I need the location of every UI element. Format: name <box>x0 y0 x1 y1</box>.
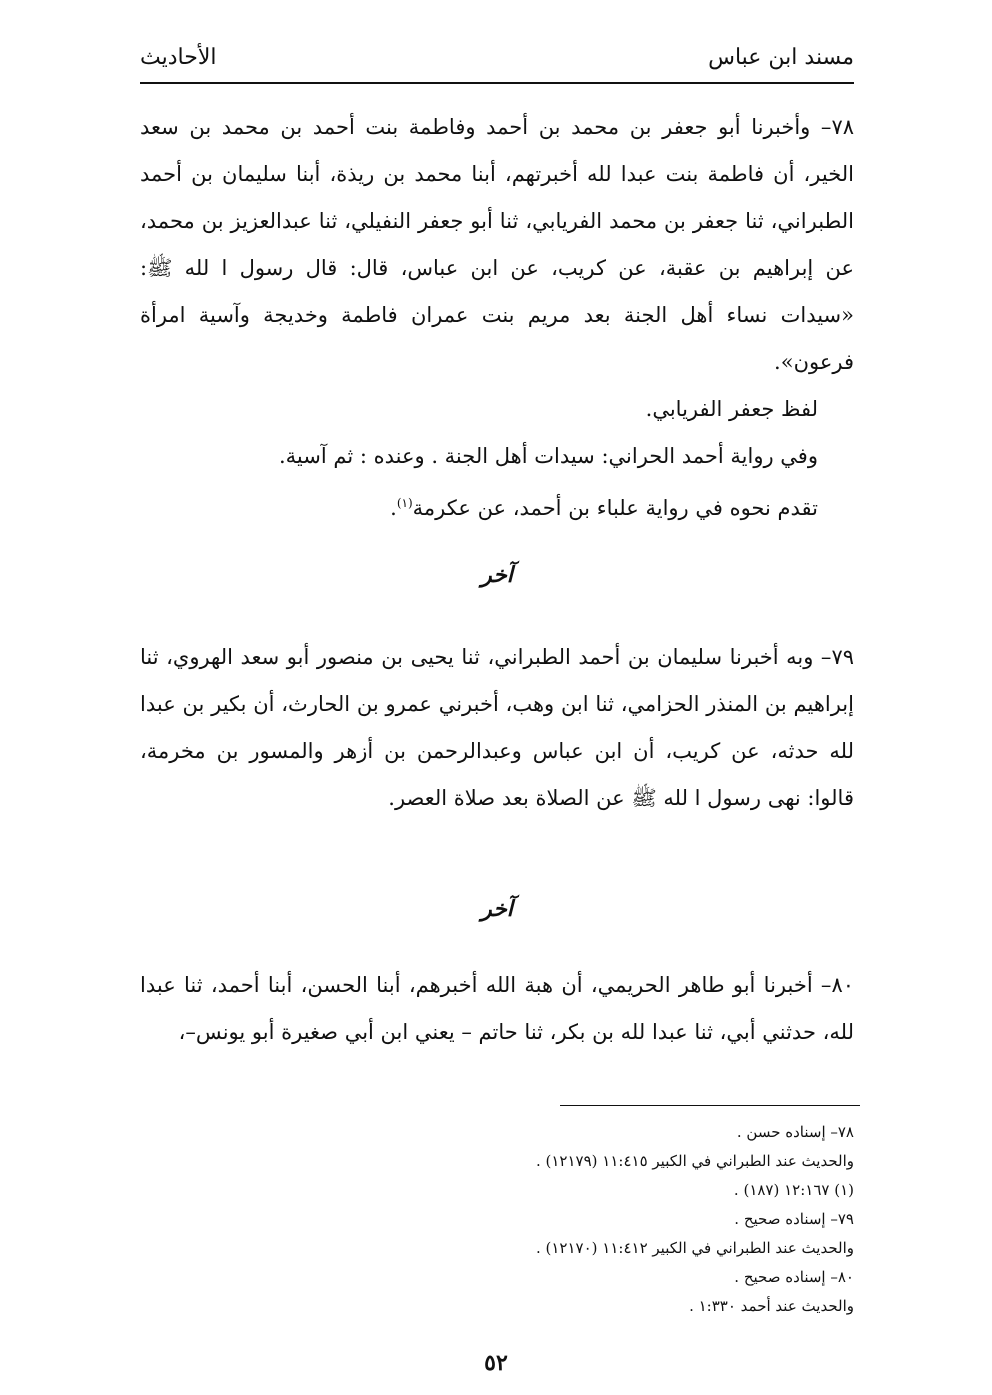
page-number: ٥٢ <box>484 1350 508 1376</box>
hadith-78-note-2: وفي رواية أحمد الحراني: سيدات أهل الجنة . وعنده : ثم آسية. <box>278 444 818 468</box>
hadith-79-text: ٧٩– وبه أخبرنا سليمان بن أحمد الطبراني، ثنا يحيى بن منصور أبو سعد الهروي، ثنا إبراهيم بن المنذر الحزامي، ثنا ابن وهب، أخبرني عمرو بن الحارث، أن بكير بن عبدا لله حدثه، عن كريب، أن ابن عباس وعبدالرحمن بن أزهر والمسور بن مخرمة، قالوا: نهى رسول ا لله ﷺ عن الصلاة بعد صلاة العصر. <box>140 645 854 810</box>
footnote-line: ٧٨– إسناده حسن . <box>736 1123 854 1141</box>
running-head-section-title: الأحاديث <box>140 44 217 70</box>
hadith-80-text: ٨٠– أخبرنا أبو طاهر الحريمي، أن هبة الله أخبرهم، أبنا الحسن، أبنا أحمد، ثنا عبدا لله، حدثني أبي، ثنا عبدا لله بن بكر، ثنا حاتم – يعني ابن أبي صغيرة أبو يونس–، <box>140 973 854 1044</box>
footnote-line: والحديث عند الطبراني في الكبير ١١:٤١٢ (١٢١٧٠) . <box>535 1239 854 1257</box>
hadith-79 <box>140 634 854 822</box>
hadith-78-note-3-end: . <box>390 496 397 520</box>
hadith-80 <box>140 962 854 1056</box>
footnote-line: ٨٠– إسناده صحيح . <box>734 1268 854 1286</box>
hadith-78-note-3 <box>140 480 854 532</box>
footnote-line: (١) ١٢:١٦٧ (١٨٧) . <box>733 1181 854 1199</box>
footnote-line: والحديث عند أحمد ١:٣٣٠ . <box>689 1297 854 1315</box>
header-rule <box>140 82 854 84</box>
footnotes <box>300 1118 854 1321</box>
hadith-78-note-1: لفظ جعفر الفريابي. <box>645 397 818 421</box>
section-title-akhar-1: آخر <box>481 562 513 588</box>
footnote-rule <box>560 1105 860 1106</box>
footnote-ref-1: (١) <box>396 496 413 510</box>
hadith-78-note-3-text: تقدم نحوه في رواية علباء بن أحمد، عن عكرمة <box>412 496 818 520</box>
running-head-book-title: مسند ابن عباس <box>708 44 854 70</box>
running-head <box>140 34 854 80</box>
footnote-line: ٧٩– إسناده صحيح . <box>734 1210 854 1228</box>
footnote-line: والحديث عند الطبراني في الكبير ١١:٤١٥ (١٢١٧٩) . <box>535 1152 854 1170</box>
section-title-akhar-2: آخر <box>481 896 513 922</box>
hadith-78 <box>140 104 854 532</box>
hadith-78-text: ٧٨– وأخبرنا أبو جعفر بن محمد بن أحمد وفاطمة بنت أحمد بن محمد بن سعد الخير، أن فاطمة بنت عبدا لله أخبرتهم، أبنا محمد بن ريذة، أبنا سليمان بن أحمد الطبراني، ثنا جعفر بن محمد الفريابي، ثنا أبو جعفر النفيلي، ثنا عبدالعزيز بن محمد، عن إبراهيم بن عقبة، عن كريب، عن ابن عباس، قال: قال رسول ا لله ﷺ: «سيدات نساء أهل الجنة بعد مريم بنت عمران فاطمة وخديجة وآسية امرأة فرعون». <box>140 115 854 374</box>
